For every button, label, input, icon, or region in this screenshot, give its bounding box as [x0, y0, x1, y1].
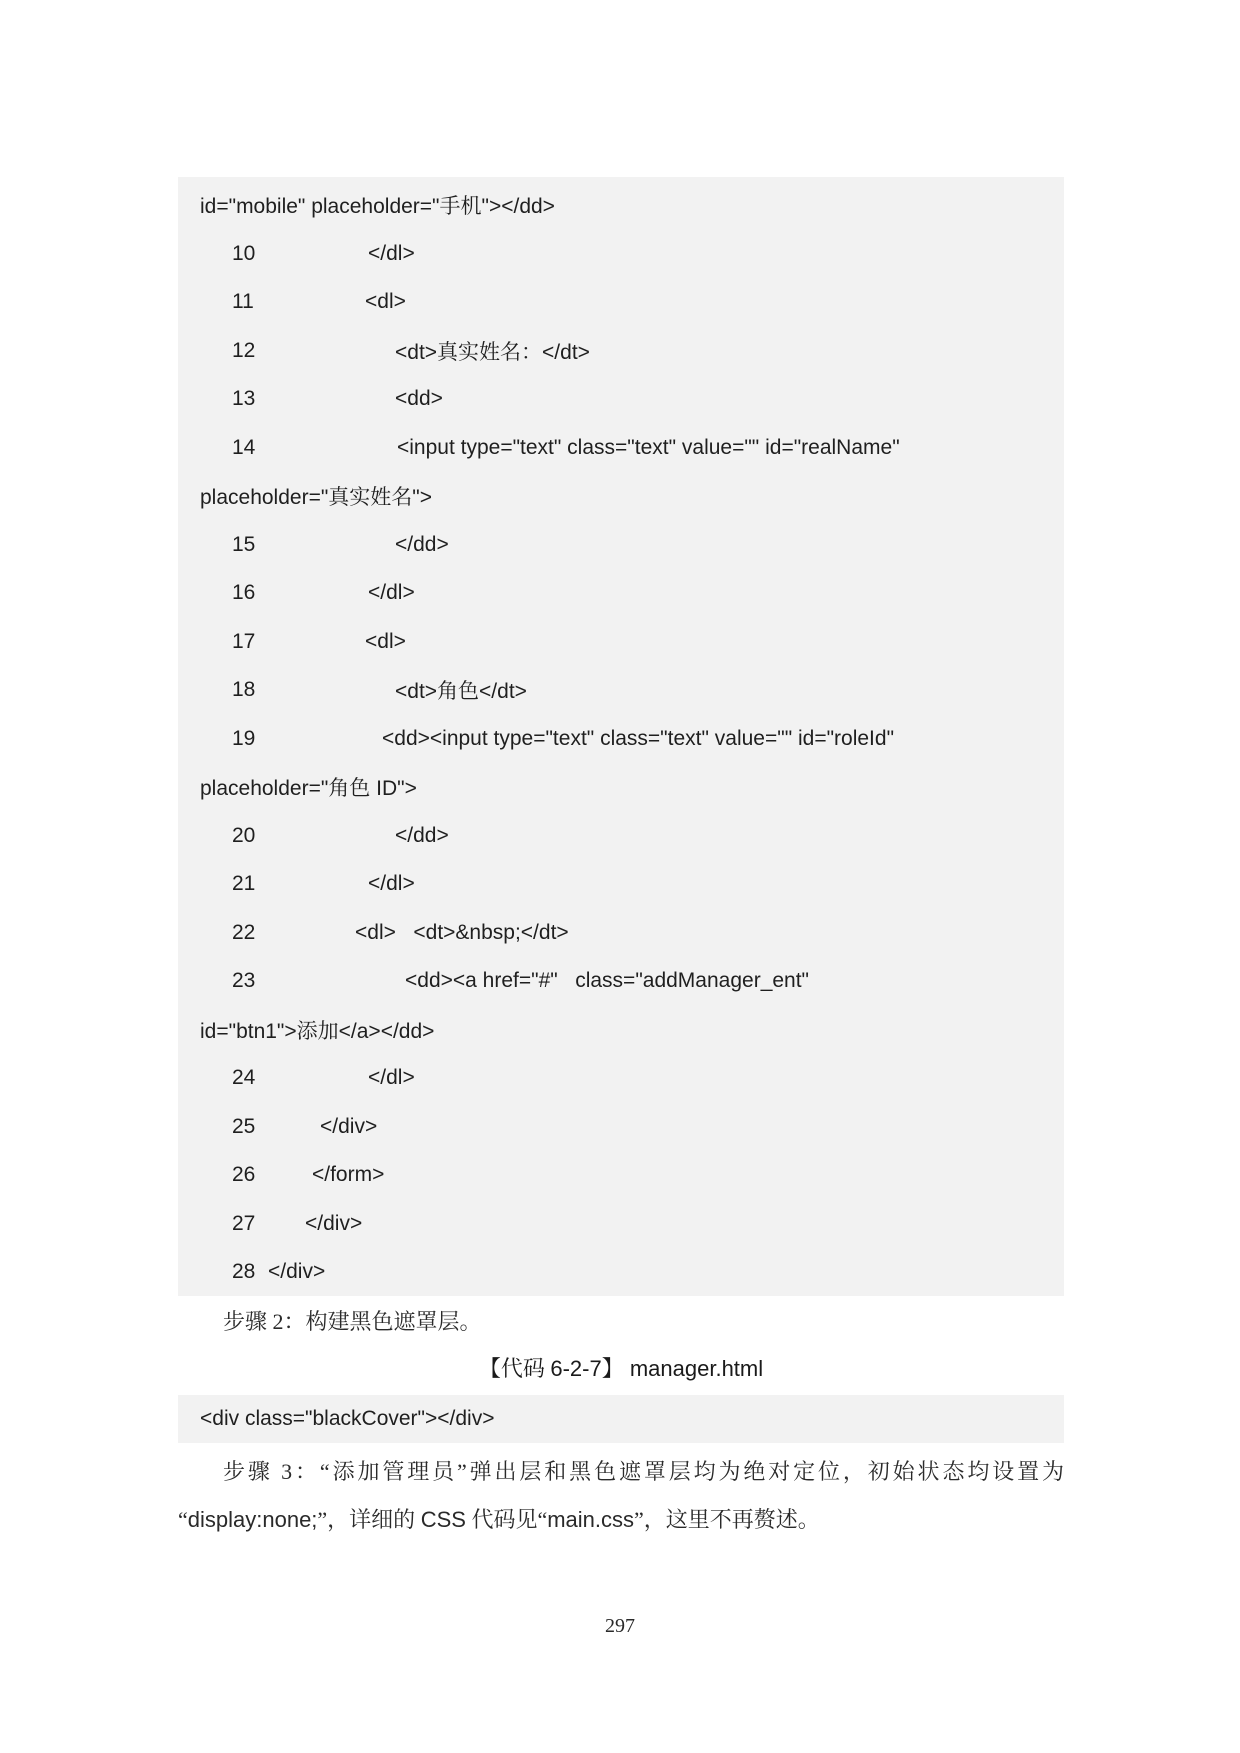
- code-line: [200, 375, 1064, 424]
- code-line: [200, 278, 1064, 327]
- caption-code-number: 6-2-7: [550, 1356, 602, 1381]
- code-text: </div>: [305, 1211, 363, 1235]
- caption-bracket-open: 【代码: [478, 1356, 551, 1381]
- caption-filename: manager.html: [623, 1356, 764, 1381]
- code-text: <dl>: [365, 290, 406, 314]
- line-number: 23: [232, 969, 256, 993]
- code-line: [200, 1006, 1064, 1055]
- blackcover-code-text: <div class="blackCover"></div>: [200, 1407, 495, 1430]
- code-text: <dt>角色</dt>: [395, 680, 527, 704]
- line-number: 25: [232, 1114, 256, 1138]
- step3-text-b: 代码见“: [465, 1507, 548, 1532]
- line-number: 21: [232, 872, 256, 896]
- code-text: </div>: [320, 1114, 378, 1138]
- code-line: [200, 860, 1064, 909]
- code-line: [200, 230, 1064, 279]
- line-number: 11: [232, 290, 254, 314]
- line-number: 24: [232, 1066, 256, 1090]
- step3-css-word: CSS: [420, 1507, 466, 1532]
- line-number: 10: [232, 241, 256, 265]
- code-line: [200, 763, 1064, 812]
- line-number: 13: [232, 387, 256, 411]
- step3-line1: [178, 1448, 1064, 1496]
- line-number: 16: [232, 581, 256, 605]
- code-text: </form>: [312, 1163, 385, 1187]
- blackcover-code-block: [178, 1395, 1064, 1443]
- code-text: placeholder="角色 ID">: [200, 777, 417, 801]
- code-text: id="mobile" placeholder="手机"></dd>: [200, 195, 555, 219]
- line-number: 27: [232, 1211, 256, 1235]
- code-line: [200, 1103, 1064, 1152]
- line-number: 26: [232, 1163, 256, 1187]
- step3-text-c: ”，这里不再赘述。: [634, 1507, 820, 1532]
- page-number: 297: [605, 1615, 635, 1637]
- code-text: </div>: [268, 1260, 326, 1284]
- step3-paragraph: [178, 1448, 1064, 1544]
- code-line: [200, 327, 1064, 376]
- code-text: </dl>: [368, 581, 415, 605]
- step3-text-a: ”，详细的: [317, 1507, 421, 1532]
- step3-maincss: main.css: [547, 1507, 634, 1532]
- code-text: <dt>真实姓名：</dt>: [395, 340, 590, 364]
- code-text: <dd>: [395, 387, 443, 411]
- code-line: [200, 1151, 1064, 1200]
- code-text: </dd>: [395, 532, 449, 556]
- code-text: <dl> <dt>&nbsp;</dt>: [355, 920, 569, 944]
- code-text: </dl>: [368, 1066, 415, 1090]
- code-text: </dl>: [368, 872, 415, 896]
- code-line: [200, 472, 1064, 521]
- code-text: id="btn1">添加</a></dd>: [200, 1019, 435, 1043]
- step3-css-value: display:none;: [187, 1507, 318, 1532]
- step3-line1-text: 步骤 3：“添加管理员”弹出层和黑色遮罩层均为绝对定位，初始状态均设置为: [223, 1459, 1064, 1484]
- code-text: <dd><a href="#" class="addManager_ent": [405, 969, 810, 993]
- line-number: 14: [232, 435, 256, 459]
- code-line: [200, 666, 1064, 715]
- line-number: 15: [232, 532, 256, 556]
- step2-text: 步骤 2：构建黑色遮罩层。: [223, 1309, 482, 1334]
- code-line: [200, 521, 1064, 570]
- code-line: [200, 1054, 1064, 1103]
- code-line: [200, 812, 1064, 861]
- code-line: [200, 957, 1064, 1006]
- code-text: </dd>: [395, 823, 449, 847]
- line-number: 19: [232, 726, 256, 750]
- code-line: [200, 618, 1064, 667]
- code-text: <dd><input type="text" class="text" value="" id="roleId": [382, 726, 895, 750]
- line-number: 18: [232, 678, 256, 702]
- line-number: 28: [232, 1260, 256, 1284]
- code-caption: [178, 1350, 1064, 1388]
- code-listing-manager-html: [178, 177, 1064, 1296]
- code-text: </dl>: [368, 241, 415, 265]
- step3-line2: [178, 1496, 1064, 1544]
- code-text: placeholder="真实姓名">: [200, 486, 433, 510]
- line-number: 12: [232, 338, 256, 362]
- line-number: 17: [232, 629, 256, 653]
- line-number: 22: [232, 920, 256, 944]
- step2-paragraph: [178, 1303, 1064, 1341]
- code-line: [200, 181, 1064, 230]
- code-line: [200, 424, 1064, 473]
- code-text: <input type="text" class="text" value="" id="realName": [397, 435, 900, 459]
- code-line: [200, 1200, 1064, 1249]
- line-number: 20: [232, 823, 256, 847]
- code-text: <dl>: [365, 629, 406, 653]
- code-line: [200, 1248, 1064, 1297]
- code-line: [200, 569, 1064, 618]
- code-line: [200, 909, 1064, 958]
- code-line: [200, 715, 1064, 764]
- caption-bracket-close: 】: [601, 1356, 624, 1381]
- step3-quote-open: “: [178, 1507, 188, 1532]
